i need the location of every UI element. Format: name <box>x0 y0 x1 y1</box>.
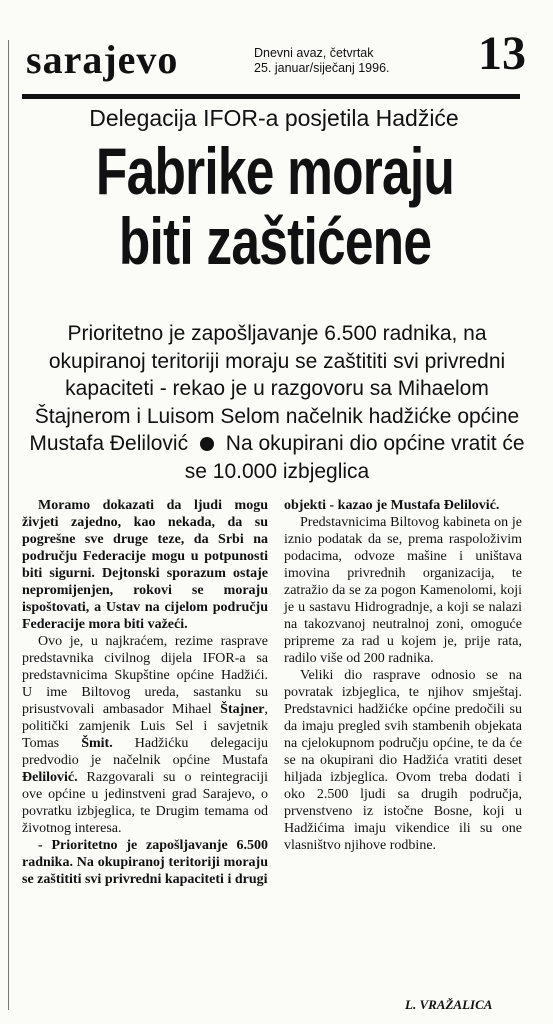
section-title: sarajevo <box>26 37 179 82</box>
quote-continuation: objekti - kazao je Mustafa Đelilović. <box>284 498 500 513</box>
lead-text-2: Na okupirani dio općine vratit će se 10.000 izbjeglica <box>184 432 525 483</box>
page-edge-line <box>8 40 9 1010</box>
body-paragraph: Predstavnicima Biltovog kabineta on je iznio podatak da se, prema raspoloživim podacima, odvoze mašine i uništava imovina privrednih organizacija, te zatražio da se za pogon Kamenolomi, koji je u sastavu Hidrogradnje, a koji se nalazi na takozvanoj neutralnoj zoni, omoguće pripreme za rad u kojem je, prije rata, radilo više od 200 radnika. <box>284 515 522 666</box>
quote-paragraph: - Prioritetno je zapošljavanje 6.500 radnika. Na okupiranoj teritoriji moraju se zaštititi svi privredni kapaciteti i drugi <box>22 838 268 887</box>
text-run: Razgovarali su o reintegraciji ove općine u jedinstveni grad Sarajevo, o povratku izbjeglica, te Drugim temama od životnog interesa. <box>22 770 268 836</box>
name-emphasis: Štajner <box>220 702 265 717</box>
name-emphasis: Šmit. <box>81 736 113 751</box>
publication-info <box>254 46 390 76</box>
name-emphasis: Đelilović. <box>22 770 78 785</box>
bullet-icon <box>200 437 214 451</box>
article-column-1 <box>22 497 268 888</box>
body-paragraph <box>22 633 268 837</box>
text-run: Ovo je, u najkraćem, rezime rasprave predstavnika civilnog dijela IFOR-a sa predstavnicima Skupštine općine Hadžići. U ime Biltovog ureda, sastanku su prisustvovali ambasador Mihael <box>22 634 268 717</box>
page-number: 13 <box>478 27 526 80</box>
article-headline <box>10 136 540 276</box>
body-paragraph: Veliki dio rasprave odnosio se na povratak izbjeglica, te njihov smještaj. Predstavnici hadžićke općine predočili su da imaju pregled svih stambenih objekata na cjelokupnom području općine, te da će se na okupirani dio Hadžića vratiti deset hiljada izbjeglica. Ovom treba dodati i oko 2.500 ljudi sa drugih područja, prvenstveno iz istočne Bosne, koji u Hadžićima imaju vikendice ili su one vlasništvo njihove rodbine. <box>284 668 522 853</box>
headline-line-1: Fabrike moraju <box>95 134 455 208</box>
lead-text-1: Prioritetno je zapošljavanje 6.500 radnika, na okupiranoj teritoriji moraju se zaštititi svi privredni kapaciteti - rekao je u razgovoru sa Mihaelom Štajnerom i Luisom Selom načelnik hadžićke općine Mustafa Đelilović <box>29 322 520 455</box>
article-column-2 <box>284 497 522 854</box>
author-byline: L. VRAŽALICA <box>405 997 493 1012</box>
article-kicker: Delegacija IFOR-a posjetila Hadžiće <box>89 105 459 131</box>
headline-line-2: biti zaštićene <box>118 204 432 278</box>
masthead <box>26 27 526 94</box>
publication-date: 25. januar/siječanj 1996. <box>254 61 390 75</box>
publication-name-day: Dnevni avaz, četvrtak <box>254 46 374 60</box>
text-run: Hadžićku delegaciju predvodio je načelnik općine Mustafa <box>22 736 268 768</box>
text-run: , politički zamjenik Luis Sel i savjetnik Tomas <box>22 702 268 751</box>
article-lead <box>22 320 532 485</box>
masthead-rule <box>22 94 520 99</box>
intro-paragraph: Moramo dokazati da ljudi mogu živjeti zajedno, kao nekada, da su pogrešne sve druge teze, da Srbi na području Federacije mogu u potpunosti biti sigurni. Dejtonski sporazum ostaje nepromijenjen, rokovi se moraju ispoštovati, a Ustav na cijelom području Federacije mora biti važeći. <box>22 498 268 632</box>
